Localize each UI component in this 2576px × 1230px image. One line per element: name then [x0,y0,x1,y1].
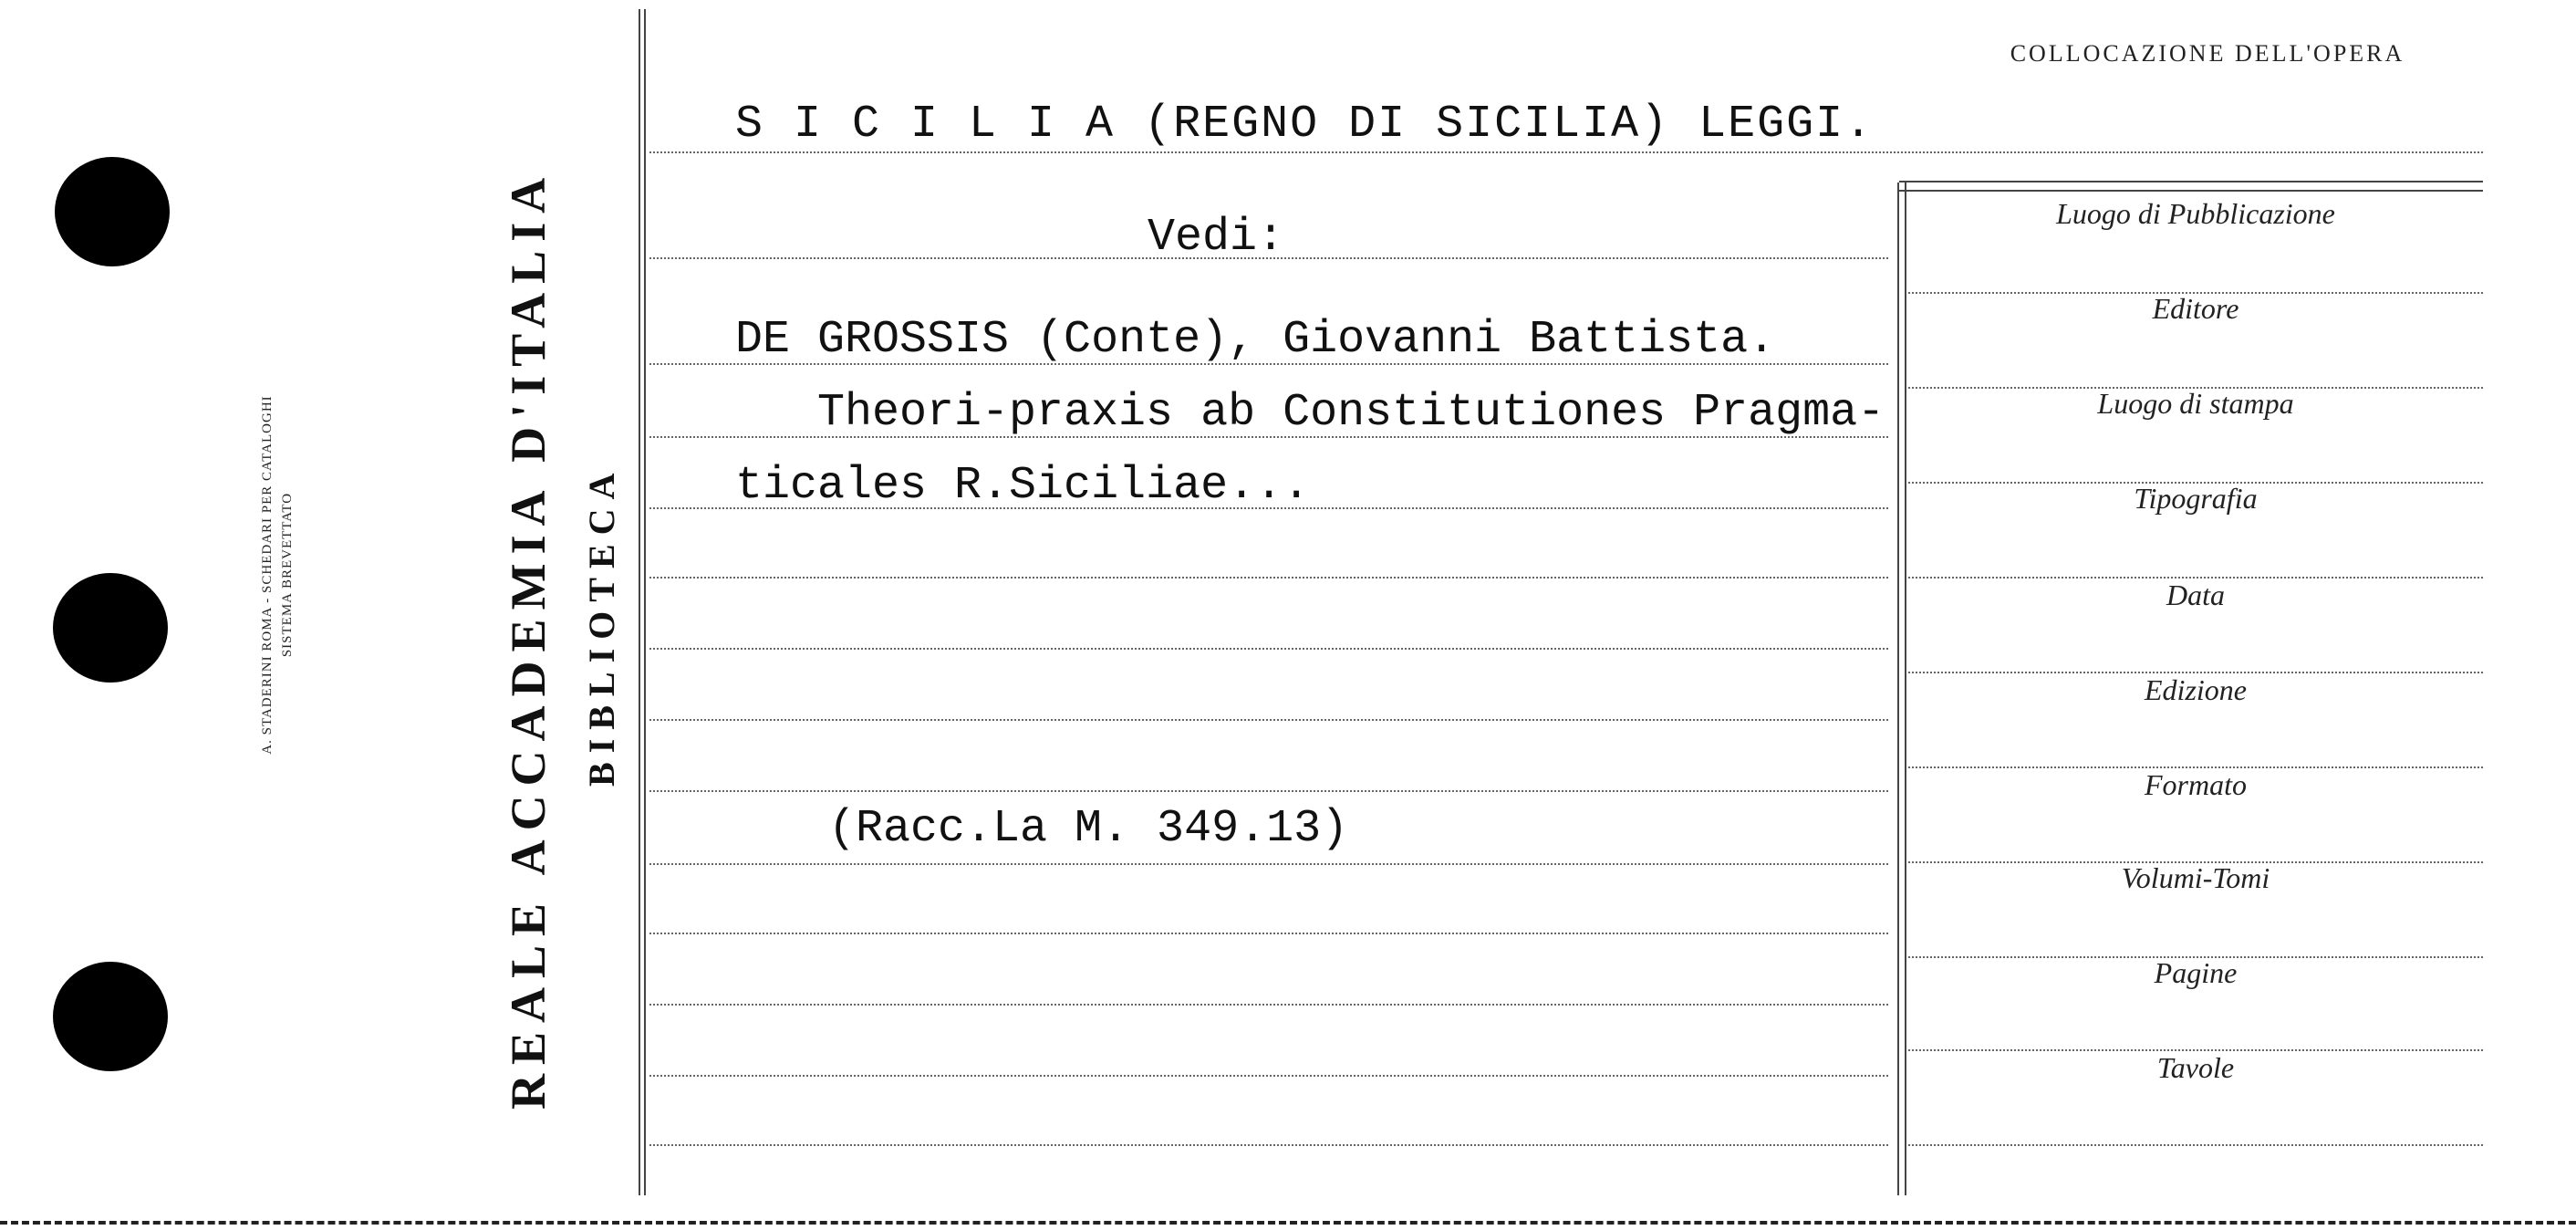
entry-line [649,719,1888,721]
entry-line [649,151,2483,153]
institution-name: REALE ACCADEMIA D'ITALIA [501,168,556,1110]
left-border-rule [639,9,640,1195]
right-column-rule-inner [1905,182,1906,1195]
field-line [1908,1144,2483,1146]
printer-note [257,255,330,894]
printer-note-line1: A. STADERINI ROMA - SCHEDARI PER CATALOGHI [260,395,275,755]
printer-note-line2: SISTEMA BREVETTATO [280,492,295,658]
field-label-formato: Formato [2145,768,2247,801]
right-column-rule [1897,182,1899,1195]
entry-line [649,1144,1888,1146]
title-line-2: ticales R.Siciliae... [735,460,1311,512]
entry-line [649,577,1888,579]
see-reference-label: Vedi: [1148,212,1285,264]
shelfmark: (Racc.La M. 349.13) [828,803,1349,855]
field-label-luogo-pubblicazione: Luogo di Pubblicazione [2056,197,2335,230]
subject-heading: S I C I L I A (REGNO DI SICILIA) LEGGI. [735,99,1875,151]
punch-hole-bottom [53,962,168,1071]
field-label-tavole: Tavole [2156,1051,2235,1084]
right-column-top-rule-inner [1899,190,2483,192]
entry-line [649,933,1888,934]
perforation-line [0,1221,2576,1225]
author-heading: DE GROSSIS (Conte), Giovanni Battista. [735,314,1776,366]
right-column-top-rule [1899,181,2483,182]
library-name: BIBLIOTECA [581,464,622,787]
punch-hole-middle [53,573,168,683]
field-label-pagine: Pagine [2154,956,2238,989]
field-label-edizione: Edizione [2145,673,2247,706]
field-label-editore: Editore [2152,292,2239,325]
title-line-1: Theori-praxis ab Constitutiones Pragma- [817,387,1885,439]
field-label-luogo-stampa: Luogo di stampa [2097,387,2294,420]
collocation-header: COLLOCAZIONE DELL'OPERA [2010,40,2405,67]
field-label-tipografia: Tipografia [2134,482,2258,515]
punch-hole-top [55,157,170,266]
field-label-volumi-tomi: Volumi-Tomi [2121,861,2270,894]
entry-line [649,1004,1888,1006]
field-label-data: Data [2166,579,2225,611]
entry-line [649,648,1888,650]
left-border-rule-inner [644,9,646,1195]
entry-line [649,1075,1888,1077]
entry-line [649,863,1888,865]
entry-line [649,790,1888,792]
